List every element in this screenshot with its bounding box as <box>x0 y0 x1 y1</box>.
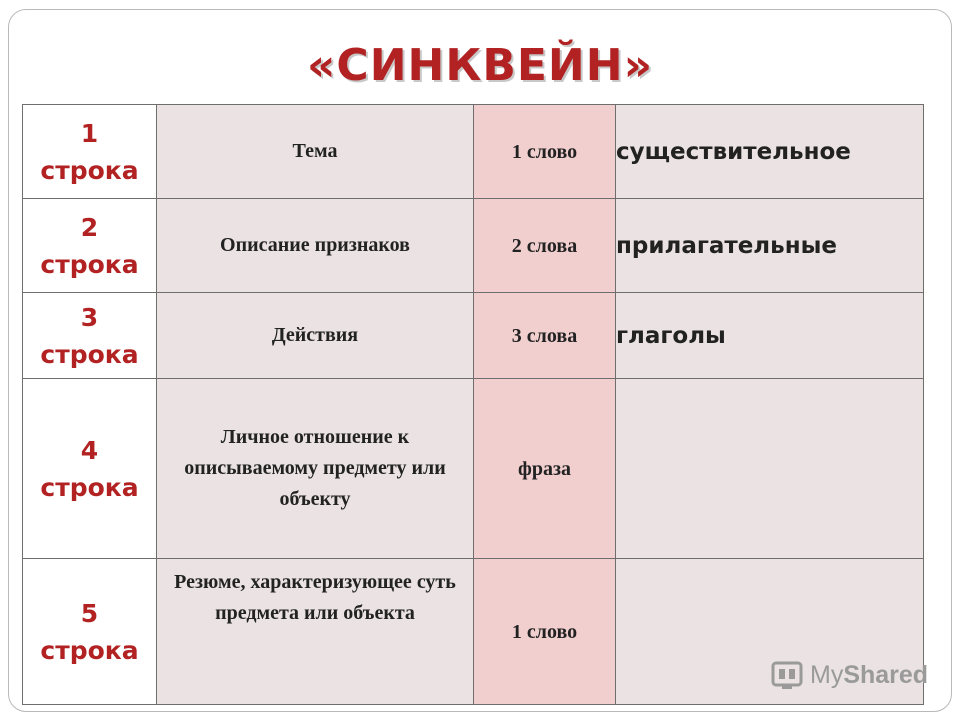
description-cell <box>157 293 474 379</box>
row-number: 5 <box>80 598 99 628</box>
row-word: строка <box>40 155 139 185</box>
description-cell <box>157 199 474 293</box>
word-count-cell: 2 слова <box>474 199 616 293</box>
row-number: 2 <box>80 212 99 242</box>
part-of-speech-cell <box>616 379 924 559</box>
row-word: строка <box>40 249 139 279</box>
part-of-speech-cell: существительное <box>616 105 924 199</box>
watermark-my: My <box>810 660 844 689</box>
row-number-cell <box>23 293 157 379</box>
myshared-logo-icon <box>770 659 804 691</box>
row-number-cell <box>23 105 157 199</box>
word-count-cell: фраза <box>474 379 616 559</box>
mysharedwatermark <box>770 655 940 695</box>
word-count-cell: 1 слово <box>474 559 616 705</box>
description-text: Действия <box>271 324 359 346</box>
table-row <box>23 379 924 559</box>
row-word: строка <box>40 635 139 665</box>
description-text: Описание признаков <box>220 234 410 256</box>
cinquain-table <box>22 104 924 705</box>
watermark-shared: Shared <box>843 660 929 689</box>
row-number: 3 <box>80 302 99 332</box>
description-text: Тема <box>292 140 338 162</box>
description-text: Личное отношение к описываемому предмету или объекту <box>184 426 446 510</box>
row-word: строка <box>40 472 139 502</box>
description-cell <box>157 379 474 559</box>
description-cell <box>157 105 474 199</box>
row-number: 4 <box>80 435 99 465</box>
part-of-speech-cell: глаголы <box>616 293 924 379</box>
table-row <box>23 293 924 379</box>
table-row <box>23 105 924 199</box>
description-text: Резюме, характеризующее суть предмета или объекта <box>174 571 456 624</box>
row-word: строка <box>40 339 139 369</box>
slide-title: «СИНКВЕЙН» <box>307 40 653 91</box>
row-number-cell <box>23 379 157 559</box>
row-number: 1 <box>80 118 99 148</box>
description-cell <box>157 559 474 705</box>
row-number-cell <box>23 559 157 705</box>
row-number-cell <box>23 199 157 293</box>
part-of-speech-cell: прилагательные <box>616 199 924 293</box>
word-count-cell: 3 слова <box>474 293 616 379</box>
word-count-cell: 1 слово <box>474 105 616 199</box>
table-row <box>23 199 924 293</box>
